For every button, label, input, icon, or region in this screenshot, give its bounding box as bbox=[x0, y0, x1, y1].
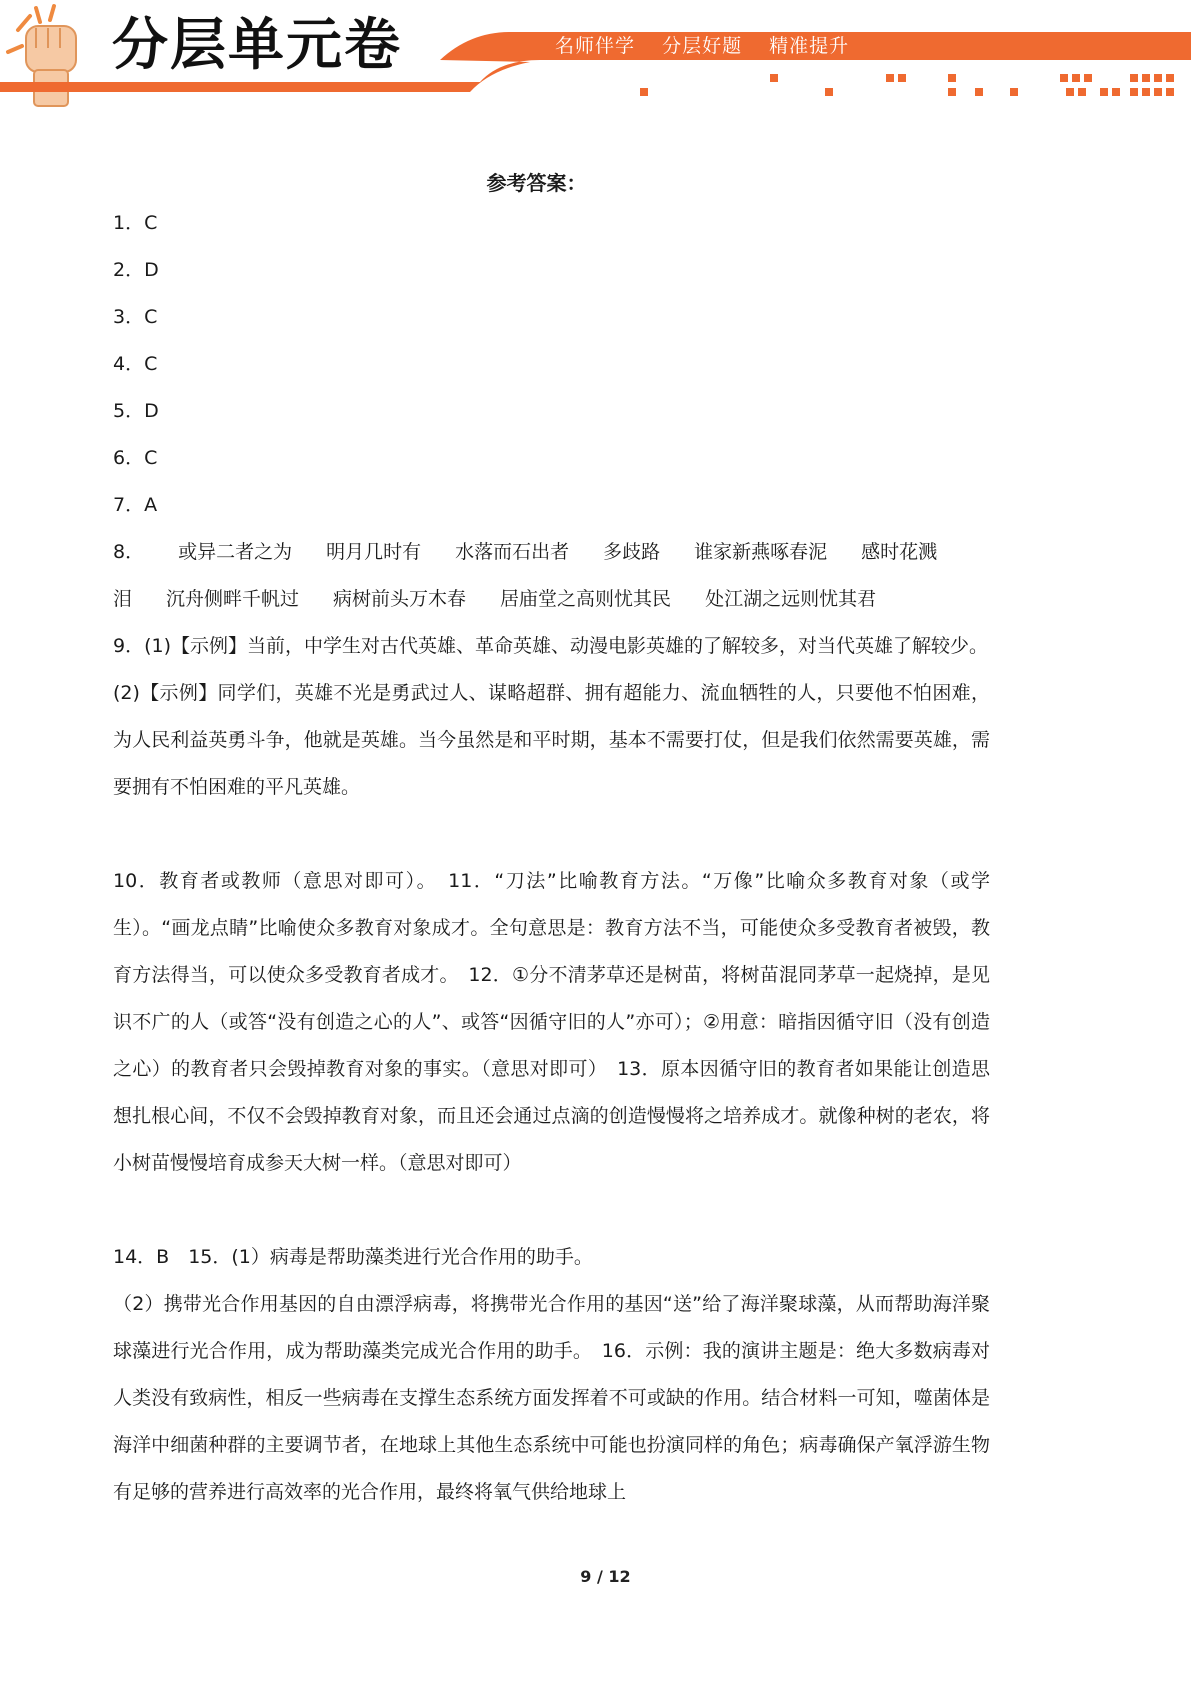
q8-answer-cont bbox=[113, 576, 990, 623]
page-header bbox=[0, 0, 1191, 120]
answer-line: 3．C bbox=[113, 306, 158, 328]
q8-item: 沉舟侧畔千帆过 bbox=[166, 588, 300, 610]
q9-part2: (2)【示例】同学们，英雄不光是勇武过人、谋略超群、拥有超能力、流血牺牲的人，只要他不怕困难，为人民利益英勇斗争，他就是英雄。当今虽然是和平时期，基本不需要打仗，但是我们依然需要英雄，需要拥有不怕困难的平凡英雄。 bbox=[113, 682, 990, 798]
page-number: 9 / 12 bbox=[580, 1567, 631, 1586]
answer-line: 4．C bbox=[113, 353, 158, 375]
slogan-3: 精准提升 bbox=[769, 35, 850, 57]
slogan-1: 名师伴学 bbox=[555, 35, 636, 57]
answer-line: 1．C bbox=[113, 212, 158, 234]
q8-answer bbox=[113, 529, 990, 576]
q8-label: 8． bbox=[113, 541, 145, 563]
q8-item: 病树前头万木春 bbox=[333, 588, 467, 610]
answer-line: 7．A bbox=[113, 494, 158, 516]
q8-item: 感时花溅 bbox=[861, 541, 938, 563]
q8-item: 多歧路 bbox=[603, 541, 661, 563]
q9-part1: 9．(1)【示例】当前，中学生对古代英雄、革命英雄、动漫电影英雄的了解较多，对当代英雄了解较少。 bbox=[113, 635, 989, 657]
answer-key-heading: 参考答案： bbox=[486, 171, 587, 195]
q8-item: 明月几时有 bbox=[326, 541, 422, 563]
q8-item: 泪 bbox=[113, 588, 133, 610]
answer-line: 6．C bbox=[113, 447, 158, 469]
q15-16-answers: （2）携带光合作用基因的自由漂浮病毒，将携带光合作用的基因“送”给了海洋聚球藻，从而帮助海洋聚球藻进行光合作用，成为帮助藻类完成光合作用的助手。 16．示例：我的演讲主题是：绝大多数病毒对人类没有致病性，相反一些病毒在支撑生态系统方面发挥着不可或缺的作用。结合材料一可知，噬菌体是海洋中细菌种群的主要调节者，在地球上其他生态系统中可能也扮演同样的角色；病毒确保产氧浮游生物有足够的营养进行高效率的光合作用，最终将氧气供给地球上 bbox=[113, 1293, 990, 1503]
q8-item: 处江湖之远则忧其君 bbox=[705, 588, 877, 610]
header-slogans bbox=[555, 34, 869, 58]
q8-item: 居庙堂之高则忧其民 bbox=[500, 588, 672, 610]
slogan-2: 分层好题 bbox=[662, 35, 743, 57]
decorative-squares bbox=[640, 74, 1174, 96]
q14-15-answers: 14．B 15．(1）病毒是帮助藻类进行光合作用的助手。 bbox=[113, 1246, 593, 1268]
q8-item: 或异二者之为 bbox=[178, 541, 293, 563]
q8-item: 谁家新燕啄春泥 bbox=[694, 541, 828, 563]
answer-key-body bbox=[113, 158, 990, 1516]
answer-line: 2．D bbox=[113, 259, 159, 281]
answer-line: 5．D bbox=[113, 400, 159, 422]
q10-13-answers: 10．教育者或教师（意思对即可）。 11．“刀法”比喻教育方法。“万像”比喻众多教育对象（或学生）。“画龙点睛”比喻使众多教育对象成才。全句意思是：教育方法不当，可能使众多受教育者被毁，教育方法得当，可以使众多受教育者成才。 12．①分不清茅草还是树苗，将树苗混同茅草一起烧掉，是见识不广的人（或答“没有创造之心的人”、或答“因循守旧的人”亦可）；②用意：暗指因循守旧（没有创造之心）的教育者只会毁掉教育对象的事实。（意思对即可） 13．原本因循守旧的教育者如果能让创造思想扎根心间，不仅不会毁掉教育对象，而且还会通过点滴的创造慢慢将之培养成才。就像种树的老农，将小树苗慢慢培育成参天大树一样。（意思对即可） bbox=[113, 870, 990, 1174]
brand-title: 分层单元卷 bbox=[112, 13, 402, 78]
q8-item: 水落而石出者 bbox=[455, 541, 570, 563]
